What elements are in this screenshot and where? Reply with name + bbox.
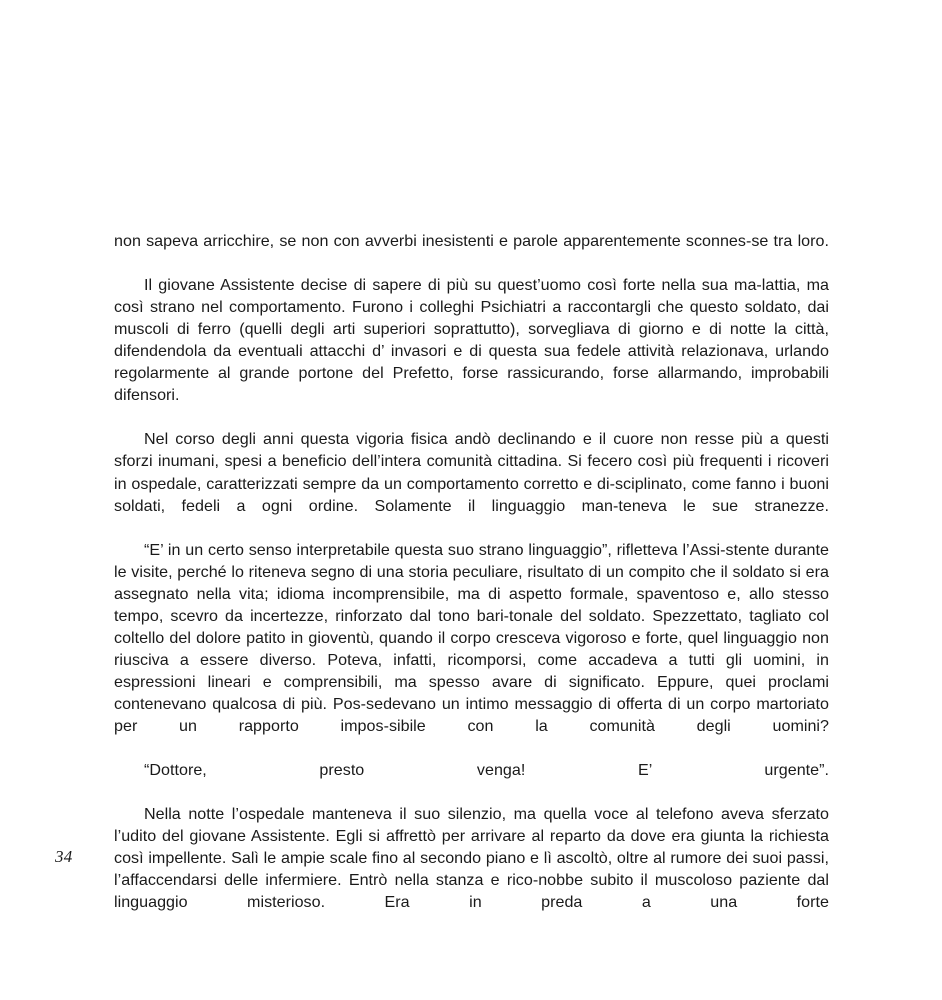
paragraph: Il giovane Assistente decise di sapere di più su quest’uomo così forte nella sua ma-lattia, ma così strano nel comportamento. Furono i colleghi Psichiatri a raccontargli che questo soldato, dai muscoli di ferro (quelli degli arti superiori soprattutto), sorvegliava di giorno e di notte la città, difendendola da eventuali attacchi d’ invasori e di questa sua fedele attività relazionava, urlando regolarmente al grande portone del Prefetto, forse rassicurando, forse allarmando, improbabili difensori. (114, 276, 829, 405)
body-text-column (114, 230, 829, 936)
paragraph: “Dottore, presto venga! E’ urgente”. (144, 761, 829, 780)
paragraph: non sapeva arricchire, se non con avverbi inesistenti e parole apparentemente sconnes-se tra loro. (114, 232, 829, 250)
paragraph: Nel corso degli anni questa vigoria fisica andò declinando e il cuore non resse più a questi sforzi inumani, spesi a beneficio dell’intera comunità cittadina. Si fecero così più frequenti i ricoveri in ospedale, caratterizzati sempre da un comportamento corretto e di-sciplinato, come fanno i buoni soldati, fedeli a ogni ordine. Solamente il linguaggio man-teneva le sue stranezze. (114, 430, 829, 515)
paragraph: “E’ in un certo senso interpretabile questa suo strano linguaggio”, rifletteva l’Assi-stente durante le visite, perché lo riteneva segno di una storia peculiare, risultato di un compito che il soldato si era assegnato nella vita; idioma incomprensibile, ma di aspetto formale, spaventoso e, allo stesso tempo, scevro da incertezze, rinforzato dal tono bari-tonale del soldato. Spezzettato, tagliato col coltello del dolore patito in gioventù, quando il corpo cresceva vigoroso e forte, quel linguaggio non riusciva a essere diverso. Poteva, infatti, ricomporsi, come accadeva a tutti gli uomini, in espressioni lineari e comprensibili, ma spesso avare di significato. Eppure, quei proclami contenevano qualcosa di più. Pos-sedevano un intimo messaggio di offerta di un corpo martoriato per un rapporto impos-sibile con la comunità degli uomini? (114, 540, 829, 736)
page-number: 34 (55, 847, 73, 866)
paragraph: Nella notte l’ospedale manteneva il suo silenzio, ma quella voce al telefono aveva sferzato l’udito del giovane Assistente. Egli si affrettò per arrivare al reparto da dove era giunta la richiesta così impellente. Salì le ampie scale fino al secondo piano e lì ascoltò, oltre al rumore dei suoi passi, l’affaccendarsi delle infermiere. Entrò nella stanza e rico-nobbe subito il muscoloso paziente dal linguaggio misterioso. Era in preda a una forte (114, 805, 829, 912)
